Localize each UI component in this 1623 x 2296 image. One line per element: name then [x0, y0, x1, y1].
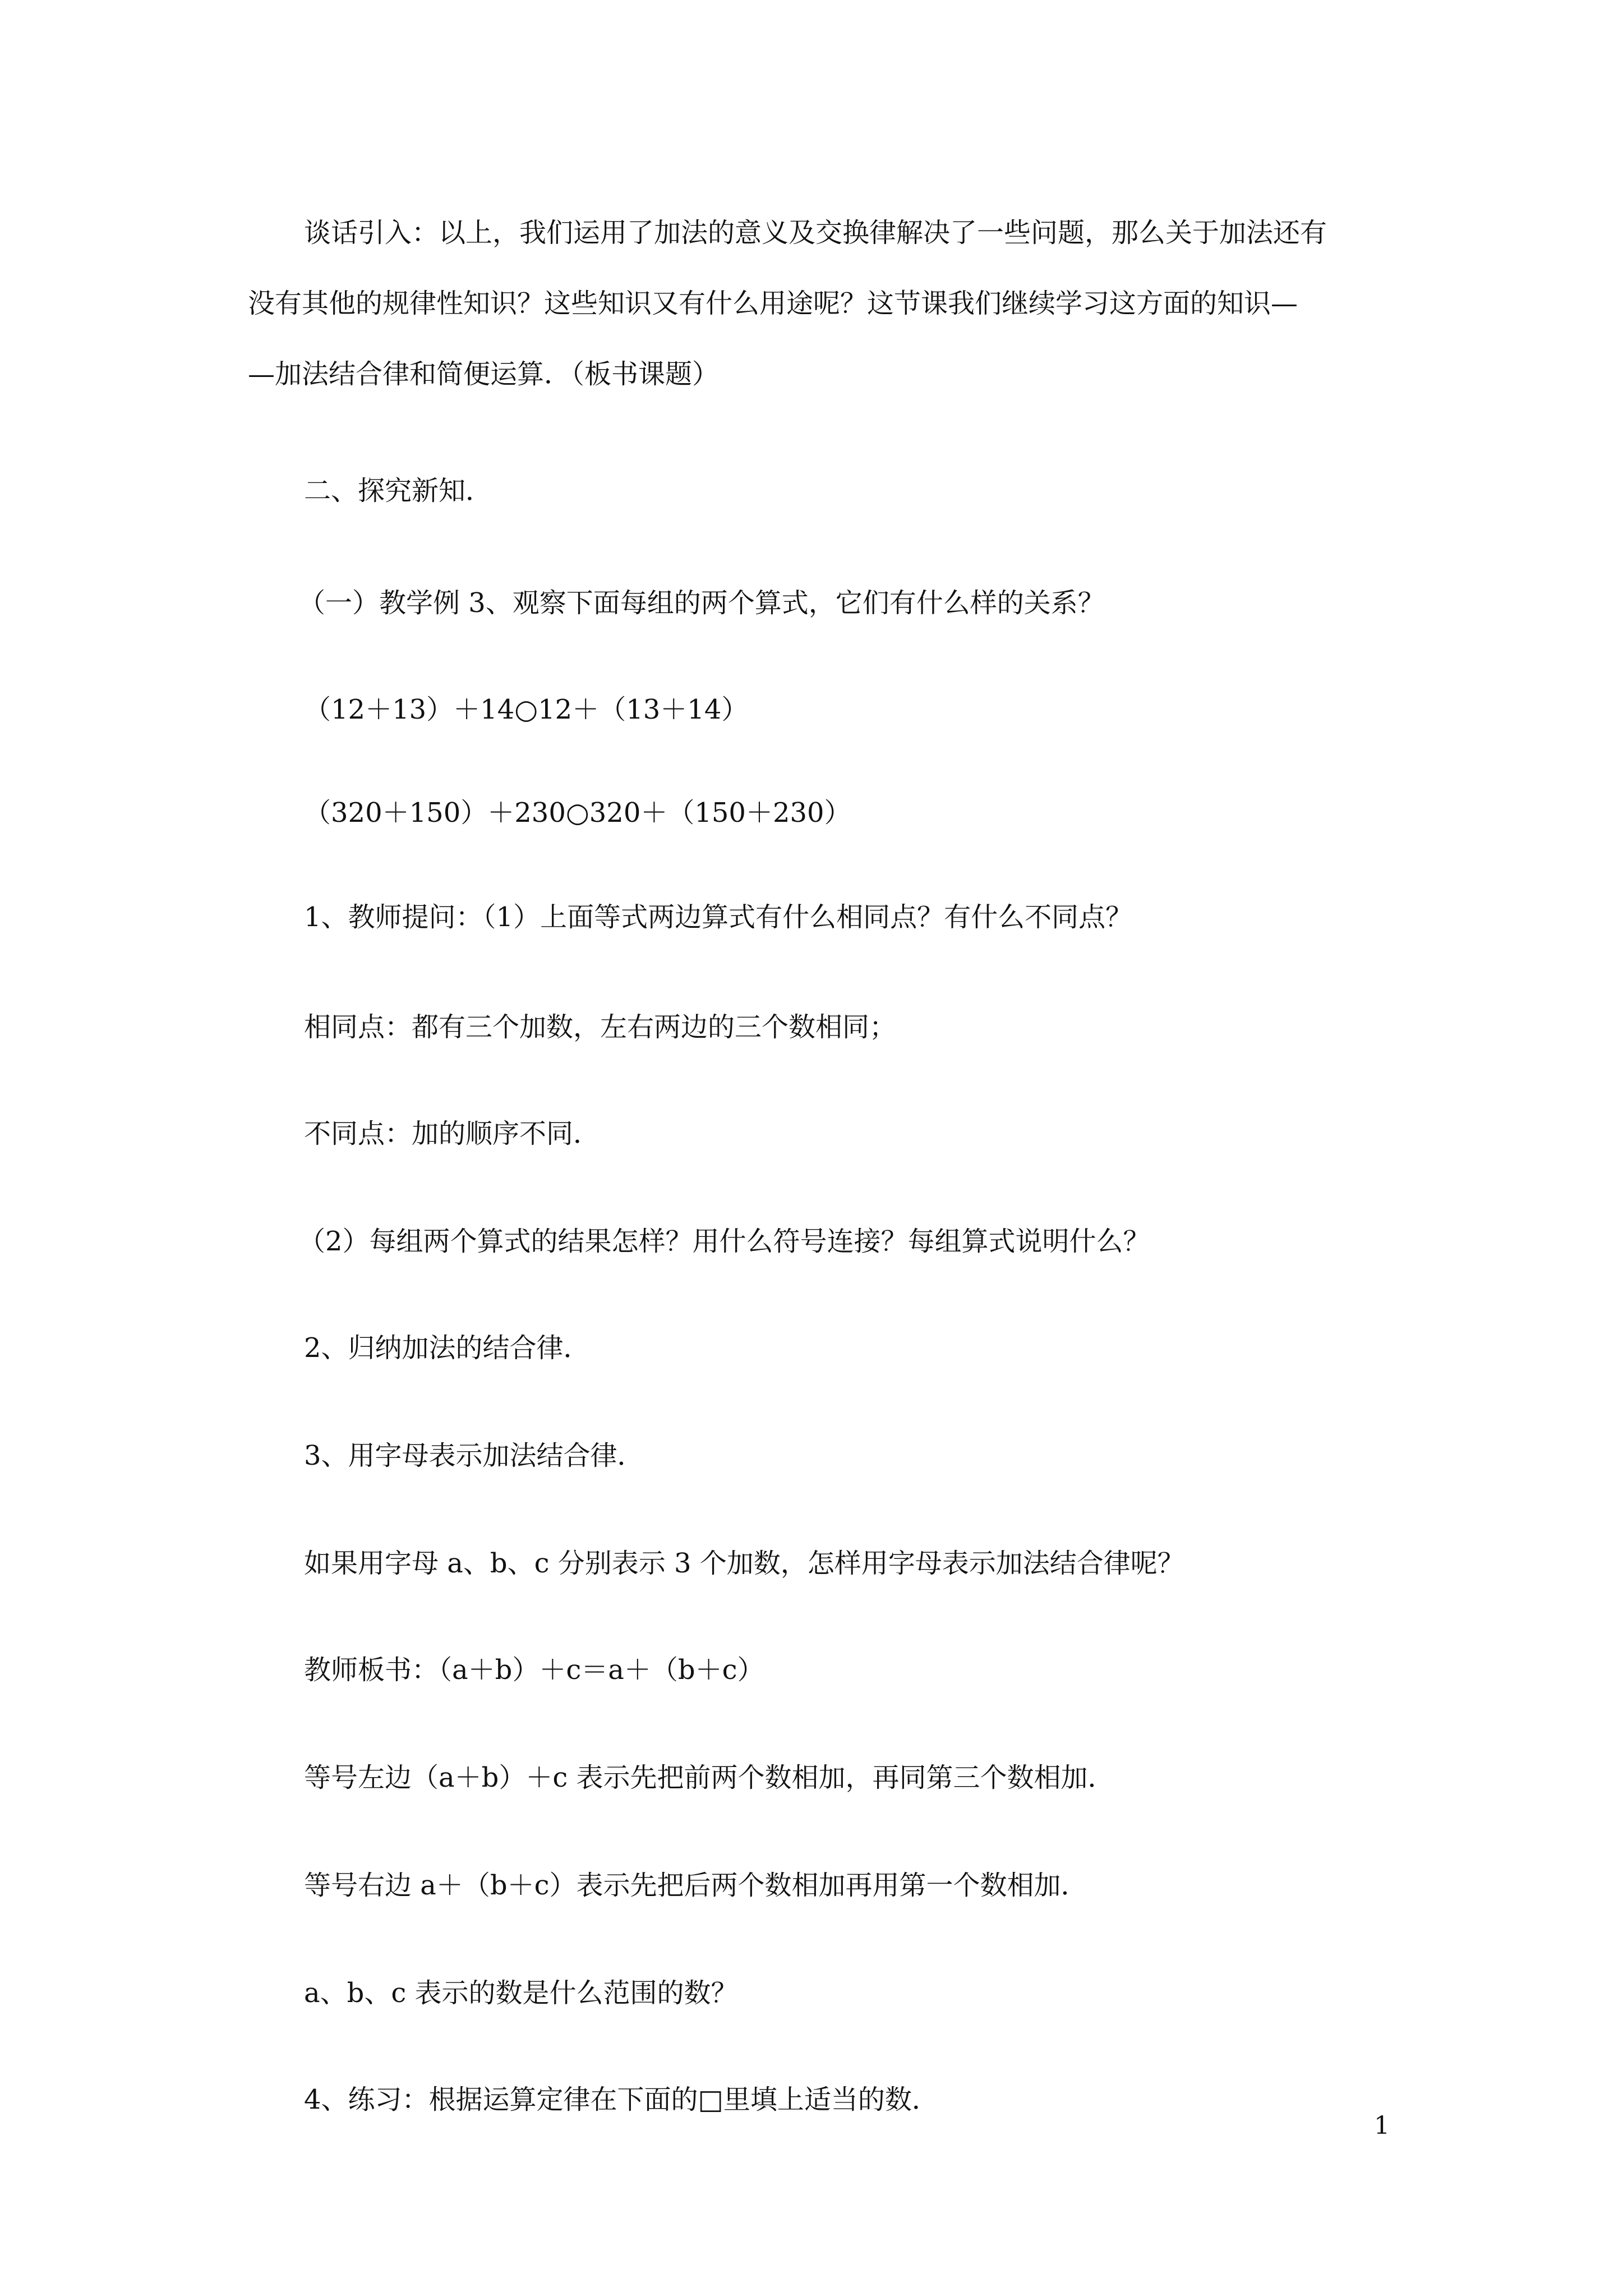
section-heading: 二、探究新知．: [304, 475, 493, 507]
intro-line: 谈话引入：以上，我们运用了加法的意义及交换律解决了一些问题，那么关于加法还有: [304, 217, 1327, 249]
right-side-note: 等号右边 a＋（b＋c）表示先把后两个数相加再用第一个数相加．: [304, 1870, 1088, 1901]
expression-two: （320＋150）＋230○320＋（150＋230）: [304, 797, 851, 829]
range-question: a、b、c 表示的数是什么范围的数？: [304, 1977, 738, 2009]
step-three: 3、用字母表示加法结合律．: [304, 1440, 644, 1471]
teacher-question-two: （2）每组两个算式的结果怎样？用什么符号连接？每组算式说明什么？: [298, 1226, 1150, 1257]
board-note: 教师板书：（a＋b）＋c＝a＋（b＋c）: [304, 1654, 764, 1686]
different-points: 不同点：加的顺序不同．: [304, 1118, 601, 1149]
same-points: 相同点：都有三个加数，左右两边的三个数相同；: [304, 1011, 897, 1043]
step-two: 2、归纳加法的结合律．: [304, 1332, 591, 1364]
left-side-note: 等号左边（a＋b）＋c 表示先把前两个数相加，再同第三个数相加．: [304, 1762, 1115, 1793]
teacher-question-one: 1、教师提问：（1）上面等式两边算式有什么相同点？有什么不同点？: [304, 901, 1133, 933]
intro-paragraph: [248, 197, 1403, 409]
page-number: 1: [1374, 2111, 1390, 2140]
letter-question: 如果用字母 a、b、c 分别表示 3 个加数，怎样用字母表示加法结合律呢？: [304, 1548, 1184, 1579]
intro-line: 没有其他的规律性知识？这些知识又有什么用途呢？这节课我们继续学习这方面的知识—: [248, 288, 1298, 319]
expression-one: （12＋13）＋14○12＋（13＋14）: [304, 694, 749, 725]
intro-line: —加法结合律和简便运算．（板书课题）: [248, 358, 720, 390]
practice-instruction: 4、练习：根据运算定律在下面的□里填上适当的数．: [304, 2084, 939, 2115]
example-intro: （一）教学例 3、观察下面每组的两个算式，它们有什么样的关系？: [298, 587, 1105, 619]
